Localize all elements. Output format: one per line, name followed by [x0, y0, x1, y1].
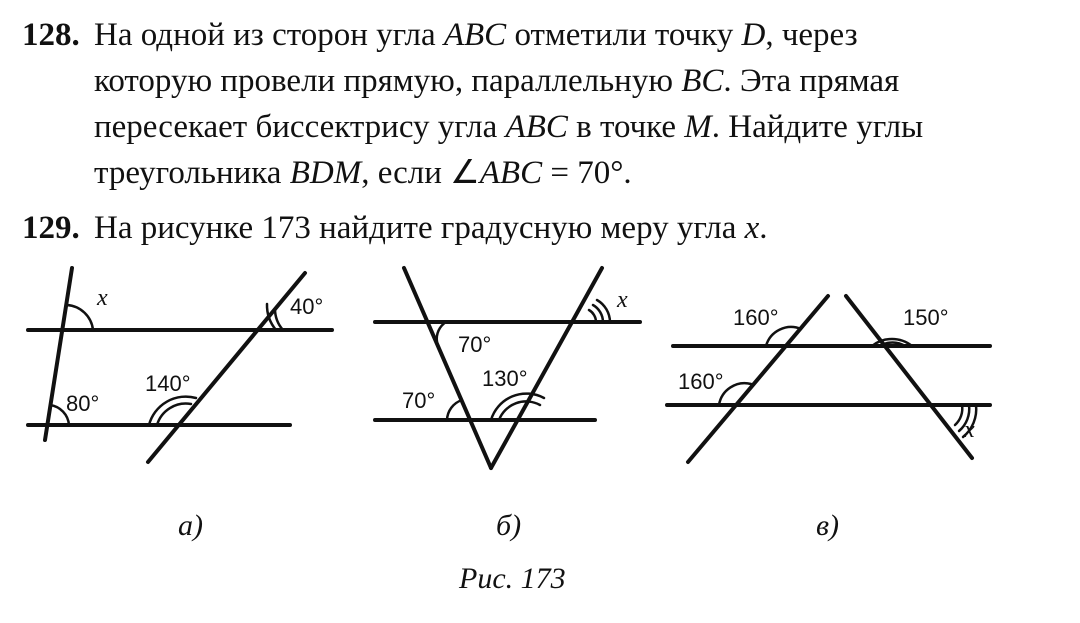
problem-number: 128. — [22, 17, 80, 53]
angle-label: 70° — [458, 332, 492, 357]
text-run: в точке — [567, 109, 685, 145]
text-run: = 70°. — [542, 155, 632, 191]
text-run: которую провели прямую, параллельную — [94, 63, 682, 99]
transversal-line — [148, 273, 305, 462]
angle-label: 130° — [482, 366, 528, 391]
text-run: пересекает биссектрису угла — [94, 109, 506, 145]
angle-label: 140° — [145, 371, 191, 396]
text-run: . Эта прямая — [723, 63, 900, 99]
angle-arc — [437, 322, 446, 342]
angle-label: 80° — [66, 391, 100, 416]
figure-caption: Рис. 173 — [459, 562, 566, 595]
angle-label: 160° — [733, 305, 779, 330]
problem-number: 129. — [22, 210, 80, 246]
angle-label: 40° — [290, 294, 324, 319]
figure-a — [28, 268, 332, 462]
text-run: . — [759, 210, 768, 246]
angle-arc — [491, 394, 544, 420]
math-symbol: ABC — [443, 17, 507, 53]
angle-arc — [955, 405, 962, 425]
text-run: На одной из сторон угла — [94, 17, 444, 53]
subfigure-label: б) — [496, 509, 522, 542]
subfigure-label: в) — [816, 509, 840, 542]
angle-label: 70° — [402, 388, 436, 413]
angle-label: x — [964, 417, 975, 443]
subfigure-label: а) — [178, 509, 203, 542]
triangle-side — [404, 268, 491, 468]
angle-arc — [67, 305, 93, 330]
math-symbol: M — [684, 109, 712, 145]
text-run: отметили точку — [506, 17, 742, 53]
text-run: , через — [765, 17, 858, 53]
math-symbol: ABC — [505, 109, 568, 145]
math-symbol: x — [744, 210, 760, 246]
math-symbol: ABC — [479, 155, 543, 191]
angle-label: x — [617, 287, 628, 313]
angle-arc — [275, 309, 283, 330]
text-run: треугольника — [94, 155, 290, 191]
angle-label: 150° — [903, 305, 949, 330]
text-run: , если ∠ — [361, 155, 480, 191]
text-run: На рисунке 173 найдите градусную меру угла — [94, 210, 745, 246]
text-run: . Найдите углы — [711, 109, 924, 145]
math-symbol: BDM — [289, 155, 362, 191]
math-symbol: D — [741, 17, 766, 53]
math-symbol: BC — [681, 63, 724, 99]
angle-arc — [447, 400, 462, 420]
angle-label: 160° — [678, 369, 724, 394]
angle-label: x — [97, 285, 108, 311]
